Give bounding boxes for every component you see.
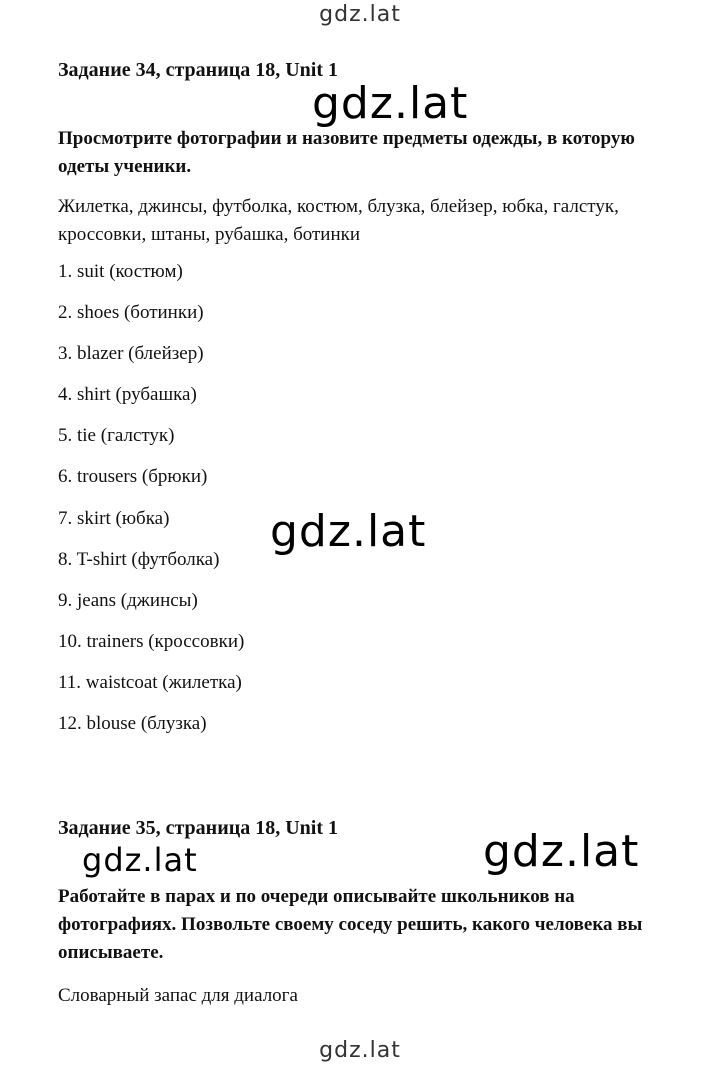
- list-item: 10. trainers (кроссовки): [58, 630, 245, 652]
- list-item: 8. T-shirt (футболка): [58, 548, 220, 570]
- watermark-top: gdz.lat: [319, 2, 401, 27]
- list-item: 7. skirt (юбка): [58, 507, 170, 529]
- watermark-bottom: gdz.lat: [319, 1038, 401, 1063]
- watermark-medium: gdz.lat: [82, 841, 198, 879]
- task-34-word-list: Жилетка, джинсы, футболка, костюм, блузка, блейзер, юбка, галстук, кроссовки, штаны, рубашка, ботинки: [58, 196, 619, 245]
- task-35-instruction: Работайте в парах и по очереди описывайте школьников на фотографиях. Позвольте своему соседу решить, какого человека вы описываете.: [58, 886, 643, 963]
- list-item: 9. jeans (джинсы): [58, 589, 198, 611]
- list-item: 6. trousers (брюки): [58, 466, 208, 488]
- task-34-instruction: Просмотрите фотографии и назовите предметы одежды, в которую одеты ученики.: [58, 128, 635, 177]
- task-35-heading: Задание 35, страница 18, Unit 1: [58, 817, 339, 839]
- list-item: 3. blazer (блейзер): [58, 343, 204, 365]
- list-item: 2. shoes (ботинки): [58, 302, 204, 324]
- list-item: 12. blouse (блузка): [58, 713, 207, 735]
- answer-list: [58, 258, 244, 751]
- watermark-large: gdz.lat: [483, 826, 640, 877]
- watermark-large: gdz.lat: [312, 78, 469, 129]
- watermark-large: gdz.lat: [270, 506, 427, 557]
- list-item: 4. shirt (рубашка): [58, 384, 197, 406]
- list-item: 5. tie (галстук): [58, 425, 175, 447]
- task-34-heading: Задание 34, страница 18, Unit 1: [58, 59, 339, 81]
- list-item: 1. suit (костюм): [58, 261, 183, 282]
- task-35-vocab-label: Словарный запас для диалога: [58, 985, 298, 1006]
- list-item: 11. waistcoat (жилетка): [58, 671, 242, 693]
